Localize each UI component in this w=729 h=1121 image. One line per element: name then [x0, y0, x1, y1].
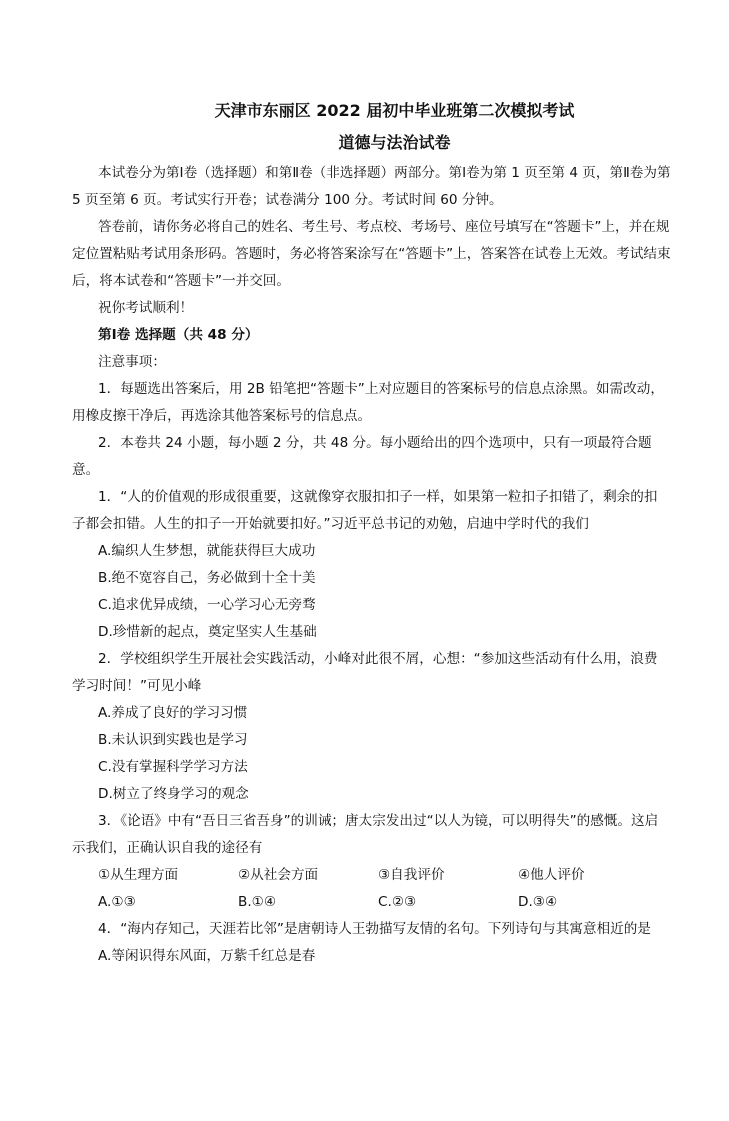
question-2-option-b: B.未认识到实践也是学习 [98, 732, 248, 748]
note-1: 1．每题选出答案后，用 2B 铅笔把“答题卡”上对应题目的答案标号的信息点涂黑。如需改动，用橡皮擦干净后，再选涂其他答案标号的信息点。 [72, 381, 664, 424]
exam-title: 天津市东丽区 2022 届初中毕业班第二次模拟考试 [214, 101, 575, 120]
question-4-option-a: A.等闲识得东风面，万紫千红总是春 [98, 948, 316, 964]
question-3-item-3: ③自我评价 [378, 867, 445, 883]
question-1-option-b: B.绝不宽容自己，务必做到十全十美 [98, 570, 316, 586]
question-3-options [72, 889, 671, 916]
question-2-option-a: A.养成了良好的学习习惯 [98, 705, 248, 721]
question-3-item-2: ②从社会方面 [238, 867, 319, 883]
question-3-option-c: C.②③ [378, 894, 417, 910]
question-3-items [72, 862, 671, 889]
question-3-item-4: ④他人评价 [518, 867, 585, 883]
intro-paragraph-1: 本试卷分为第Ⅰ卷（选择题）和第Ⅱ卷（非选择题）两部分。第Ⅰ卷为第 1 页至第 4 页，第Ⅱ卷为第 5 页至第 6 页。考试实行开卷；试卷满分 100 分。考试时间 60 分钟。 [72, 165, 671, 208]
section-heading: 第Ⅰ卷 选择题（共 48 分） [98, 327, 259, 343]
note-2: 2．本卷共 24 小题，每小题 2 分，共 48 分。每小题给出的四个选项中，只有一项最符合题意。 [72, 435, 652, 478]
question-3-option-d: D.③④ [518, 894, 558, 910]
question-2-stem: 2．学校组织学生开展社会实践活动，小峰对此很不屑，心想：“参加这些活动有什么用，浪费学习时间！”可见小峰 [72, 651, 658, 694]
question-4-stem: 4．“海内存知己，天涯若比邻”是唐朝诗人王勃描写友情的名句。下列诗句与其寓意相近的是 [98, 921, 651, 937]
notes-label: 注意事项： [98, 354, 166, 370]
question-3-stem: 3．《论语》中有“吾日三省吾身”的训诫；唐太宗发出过“以人为镜，可以明得失”的感慨。这启示我们，正确认识自我的途径有 [72, 813, 659, 856]
exam-subtitle: 道德与法治试卷 [338, 133, 451, 152]
question-1-option-d: D.珍惜新的起点，奠定坚实人生基础 [98, 624, 317, 640]
question-3-option-a: A.①③ [98, 894, 136, 910]
intro-paragraph-2: 答卷前，请你务必将自己的姓名、考生号、考点校、考场号、座位号填写在“答题卡”上，并在规定位置粘贴考试用条形码。答题时，务必将答案涂写在“答题卡”上，答案答在试卷上无效。考试结束后，将本试卷和“答题卡”一并交回。 [72, 219, 671, 289]
question-1-option-a: A.编织人生梦想，就能获得巨大成功 [98, 543, 316, 559]
question-2-option-d: D.树立了终身学习的观念 [98, 786, 249, 802]
question-1-stem: 1．“人的价值观的形成很重要，这就像穿衣服扣扣子一样，如果第一粒扣子扣错了，剩余的扣子都会扣错。人生的扣子一开始就要扣好。”习近平总书记的劝勉，启迪中学时代的我们 [72, 489, 658, 532]
question-2-option-c: C.没有掌握科学学习方法 [98, 759, 248, 775]
intro-paragraph-3: 祝你考试顺利！ [98, 300, 194, 316]
question-3-option-b: B.①④ [238, 894, 277, 910]
question-3-item-1: ①从生理方面 [98, 867, 179, 883]
question-1-option-c: C.追求优异成绩，一心学习心无旁骛 [98, 597, 316, 613]
